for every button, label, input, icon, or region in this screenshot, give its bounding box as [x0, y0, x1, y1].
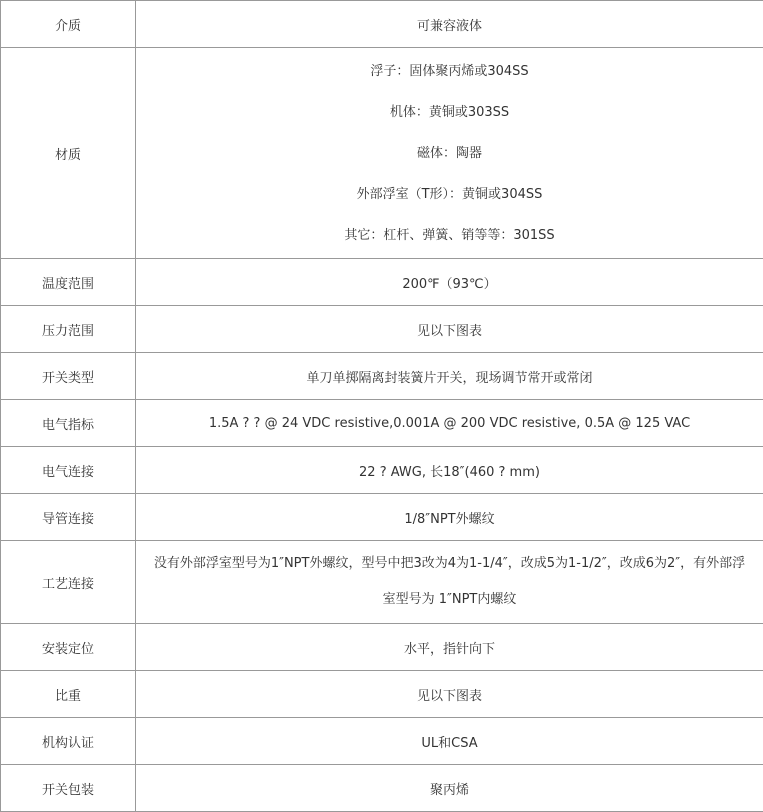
process-line: 室型号为 1″NPT内螺纹 — [142, 582, 757, 618]
row-value: 1/8″NPT外螺纹 — [136, 494, 763, 541]
spec-row-switch-type — [1, 353, 763, 400]
material-line: 外部浮室（T形）：黄铜或304SS — [142, 174, 757, 215]
spec-row-pressure — [1, 306, 763, 353]
row-value: 水平，指针向下 — [136, 624, 763, 671]
process-line: 没有外部浮室型号为1″NPT外螺纹，型号中把3改为4为1-1/4″，改成5为1-1/2″，改成6为2″，有外部浮 — [142, 546, 757, 582]
row-value: 见以下图表 — [136, 306, 763, 353]
row-value: 22 ? AWG, 长18″(460 ? mm) — [136, 447, 763, 494]
row-label: 电气指标 — [1, 400, 136, 447]
row-value-list — [136, 48, 763, 259]
spec-row-switch-housing — [1, 765, 763, 812]
row-label: 电气连接 — [1, 447, 136, 494]
spec-row-electrical-connection — [1, 447, 763, 494]
row-label: 材质 — [1, 48, 136, 259]
material-line: 磁体：陶器 — [142, 133, 757, 174]
spec-row-mounting — [1, 624, 763, 671]
spec-row-specific-gravity — [1, 671, 763, 718]
row-label: 开关类型 — [1, 353, 136, 400]
row-value: UL和CSA — [136, 718, 763, 765]
spec-row-approvals — [1, 718, 763, 765]
material-line: 浮子：固体聚丙烯或304SS — [142, 51, 757, 92]
row-value: 1.5A ? ? @ 24 VDC resistive,0.001A @ 200 VDC resistive, 0.5A @ 125 VAC — [136, 400, 763, 447]
row-label: 导管连接 — [1, 494, 136, 541]
spec-row-temperature — [1, 259, 763, 306]
spec-row-process-connection — [1, 541, 763, 624]
row-label: 介质 — [1, 1, 136, 48]
row-label: 安装定位 — [1, 624, 136, 671]
material-line: 机体：黄铜或303SS — [142, 92, 757, 133]
row-label: 开关包装 — [1, 765, 136, 812]
row-value: 单刀单掷隔离封装簧片开关，现场调节常开或常闭 — [136, 353, 763, 400]
row-label: 压力范围 — [1, 306, 136, 353]
row-value: 可兼容液体 — [136, 1, 763, 48]
row-label: 温度范围 — [1, 259, 136, 306]
spec-row-electrical-rating — [1, 400, 763, 447]
row-value: 见以下图表 — [136, 671, 763, 718]
row-label: 工艺连接 — [1, 541, 136, 624]
material-line: 其它：杠杆、弹簧、销等等：301SS — [142, 215, 757, 256]
row-value-list — [136, 541, 763, 624]
row-value: 200℉（93℃） — [136, 259, 763, 306]
row-label: 比重 — [1, 671, 136, 718]
row-label: 机构认证 — [1, 718, 136, 765]
spec-row-medium — [1, 1, 763, 48]
spec-row-conduit-connection — [1, 494, 763, 541]
spec-row-material — [1, 48, 763, 259]
row-value: 聚丙烯 — [136, 765, 763, 812]
